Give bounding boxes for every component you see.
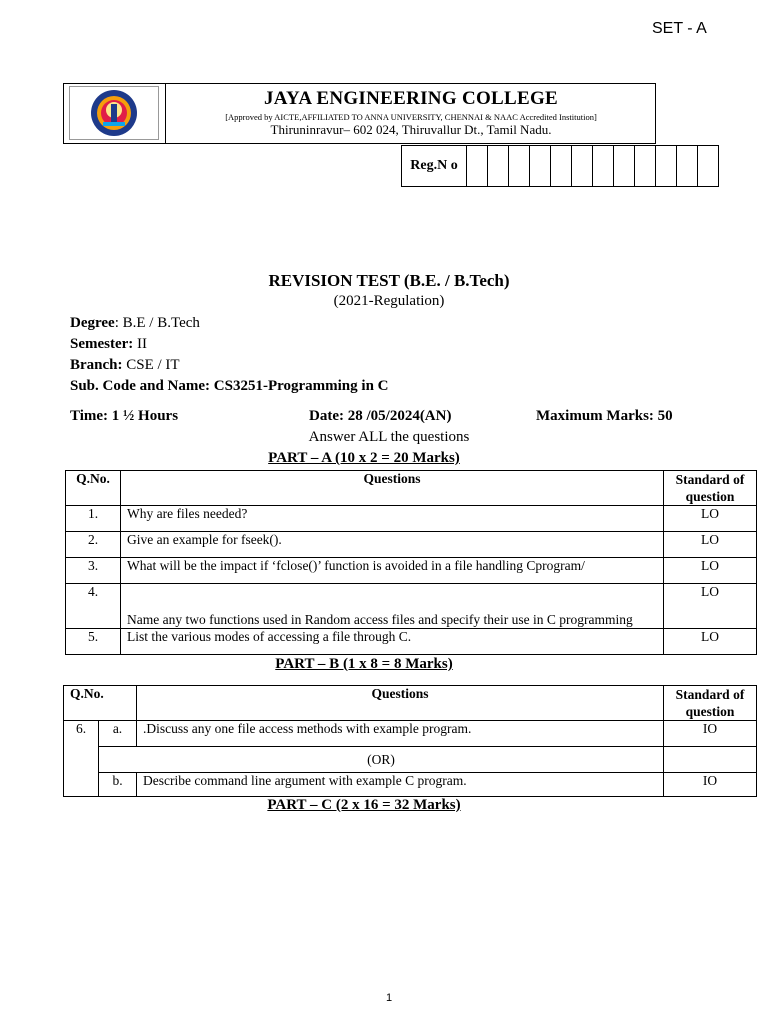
table-row	[64, 747, 757, 773]
reg-box[interactable]	[614, 146, 635, 187]
reg-box[interactable]	[509, 146, 530, 187]
set-label: SET - A	[652, 20, 707, 37]
semester-line	[70, 336, 147, 353]
branch-line	[70, 357, 180, 374]
college-logo-lighthouse-icon	[69, 86, 159, 140]
col-qno: Q.No.	[66, 471, 121, 506]
semester-label: Semester:	[70, 336, 134, 352]
reg-box[interactable]	[677, 146, 698, 187]
page-number: 1	[385, 992, 393, 1004]
reg-box[interactable]	[551, 146, 572, 187]
part-a-heading: PART – A (10 x 2 = 20 Marks)	[268, 450, 460, 466]
part-c-heading: PART – C (2 x 16 = 32 Marks)	[267, 797, 461, 813]
question-cell: Name any two functions used in Random access files and specify their use in C programming	[121, 584, 664, 629]
subq-label: b.	[99, 773, 137, 797]
exam-regulation: (2021-Regulation)	[333, 293, 445, 309]
subject-line: Sub. Code and Name: CS3251-Programming in C	[70, 378, 389, 394]
degree-line	[70, 315, 200, 332]
branch-value: CSE / IT	[122, 357, 180, 373]
reg-box[interactable]	[593, 146, 614, 187]
college-approval: [Approved by AICTE,AFFILIATED TO ANNA UNIVERSITY, CHENNAI & NAAC Accredited Institution]	[225, 112, 597, 122]
instruction: Answer ALL the questions	[308, 429, 470, 445]
standard-cell	[664, 747, 757, 773]
degree-value: : B.E / B.Tech	[114, 315, 200, 331]
branch-label: Branch:	[70, 357, 123, 373]
college-header	[63, 83, 656, 144]
question-cell: Give an example for fseek().	[121, 532, 664, 558]
qno-cell: 5.	[66, 629, 121, 655]
question-cell: .Discuss any one file access methods with example program.	[137, 721, 664, 747]
qno-cell: 2.	[66, 532, 121, 558]
reg-box[interactable]	[467, 146, 488, 187]
table-row	[66, 532, 757, 558]
max-marks: Maximum Marks: 50	[536, 408, 673, 424]
part-a-table	[65, 470, 757, 655]
col-standard: Standard of question	[664, 471, 757, 506]
table-row	[66, 506, 757, 532]
question-cell: Describe command line argument with example C program.	[137, 773, 664, 797]
exam-date: Date: 28 /05/2024(AN)	[309, 408, 452, 424]
reg-box[interactable]	[572, 146, 593, 187]
exam-time: Time: 1 ½ Hours	[70, 408, 179, 424]
subq-label: a.	[99, 721, 137, 747]
reg-box[interactable]	[698, 146, 719, 187]
standard-cell: IO	[664, 721, 757, 747]
table-row	[64, 721, 757, 747]
reg-box[interactable]	[530, 146, 551, 187]
qno-cell: 6.	[64, 721, 99, 797]
question-cell: List the various modes of accessing a file through C.	[121, 629, 664, 655]
standard-cell: LO	[664, 506, 757, 532]
qno-cell: 1.	[66, 506, 121, 532]
logo-cell	[64, 84, 166, 143]
standard-cell: LO	[664, 629, 757, 655]
standard-cell: LO	[664, 584, 757, 629]
college-name: JAYA ENGINEERING COLLEGE	[263, 88, 559, 109]
college-address: Thiruninravur– 602 024, Thiruvallur Dt., Tamil Nadu.	[270, 122, 552, 137]
qno-cell: 4.	[66, 584, 121, 629]
reg-box[interactable]	[656, 146, 677, 187]
table-row	[66, 558, 757, 584]
col-questions: Questions	[121, 471, 664, 506]
question-cell: What will be the impact if ‘fclose()’ function is avoided in a file handling Cprogram/	[121, 558, 664, 584]
part-b-heading: PART – B (1 x 8 = 8 Marks)	[275, 656, 453, 672]
table-row	[64, 773, 757, 797]
degree-label: Degree	[70, 315, 115, 331]
exam-title: REVISION TEST (B.E. / B.Tech)	[268, 271, 510, 290]
question-cell: Why are files needed?	[121, 506, 664, 532]
standard-cell: IO	[664, 773, 757, 797]
reg-no-label: Reg.N o	[402, 146, 467, 187]
or-cell: (OR)	[99, 747, 664, 773]
reg-box[interactable]	[488, 146, 509, 187]
col-standard: Standard of question	[664, 686, 757, 721]
table-row	[66, 584, 757, 629]
semester-value: II	[133, 336, 148, 352]
standard-cell: LO	[664, 532, 757, 558]
col-questions: Questions	[137, 686, 664, 721]
qno-cell: 3.	[66, 558, 121, 584]
table-row	[66, 629, 757, 655]
col-qno: Q.No.	[64, 686, 137, 721]
part-b-table	[63, 685, 757, 797]
reg-box[interactable]	[635, 146, 656, 187]
reg-no-grid	[401, 145, 719, 187]
standard-cell: LO	[664, 558, 757, 584]
